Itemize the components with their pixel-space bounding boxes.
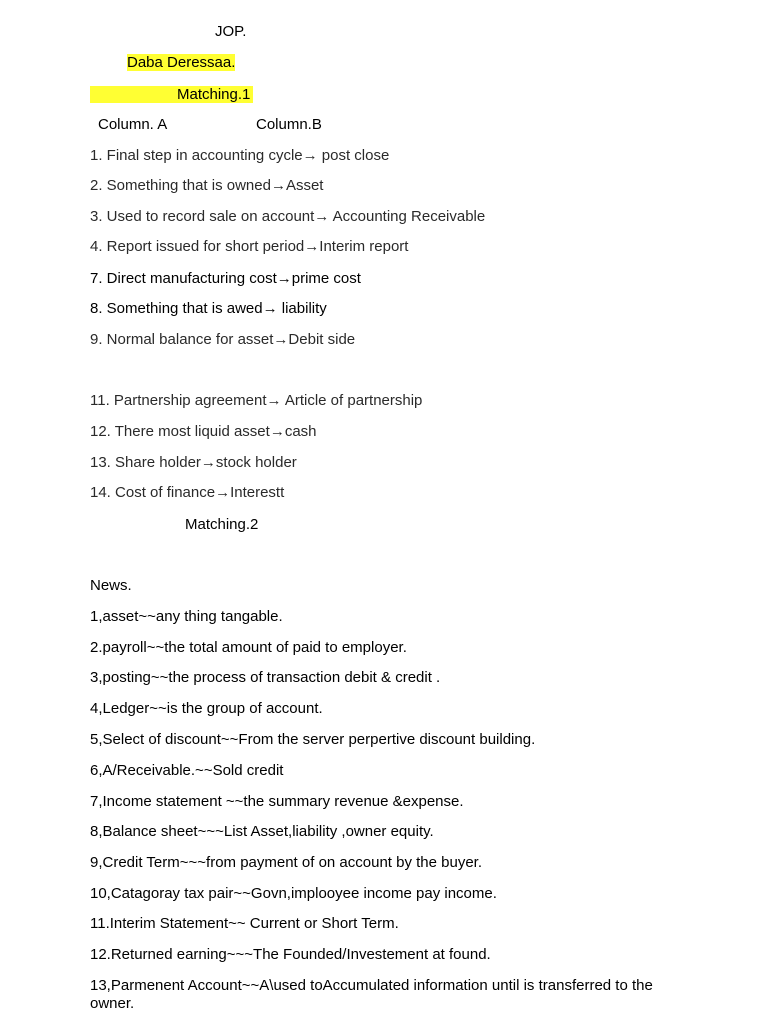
matching1-item: 8. Something that is awed→ liability <box>90 300 327 317</box>
news-item: 11.Interim Statement~~ Current or Short Term. <box>90 915 399 932</box>
news-item: 4,Ledger~~is the group of account. <box>90 700 323 717</box>
matching1-item: 9. Normal balance for asset→Debit side <box>90 331 356 348</box>
news-item: 2.payroll~~the total amount of paid to employer. <box>90 639 407 656</box>
matching1-item: 7. Direct manufacturing cost→prime cost <box>90 270 361 287</box>
news-item: 8,Balance sheet~~~List Asset,liability ,owner equity. <box>90 823 434 840</box>
news-item: 13,Parmenent Account~~A\used toAccumulated information until is transferred to the owner. <box>90 977 653 1012</box>
matching1-item: 2. Something that is owned→Asset <box>90 177 324 194</box>
matching1-item: 11. Partnership agreement→ Article of partnership <box>90 392 423 409</box>
matching1-item: 13. Share holder→stock holder <box>90 454 297 471</box>
news-item: 9,Credit Term~~~from payment of on account by the buyer. <box>90 854 483 871</box>
matching2-heading: Matching.2 <box>185 516 259 533</box>
page-title: JOP. <box>215 23 247 40</box>
matching1-item: 4. Report issued for short period→Interim report <box>90 238 409 255</box>
matching1-item: 14. Cost of finance→Interestt <box>90 484 285 501</box>
matching1-item: 3. Used to record sale on account→ Accounting Receivable <box>90 208 486 225</box>
news-item: 3,posting~~the process of transaction debit & credit . <box>90 669 441 686</box>
news-item: 6,A/Receivable.~~Sold credit <box>90 762 284 779</box>
news-item: 5,Select of discount~~From the server perpertive discount building. <box>90 731 536 748</box>
news-item: 12.Returned earning~~~The Founded/Investement at found. <box>90 946 491 963</box>
news-item: 10,Catagoray tax pair~~Govn,implooyee income pay income. <box>90 885 497 902</box>
matching1-item: 12. There most liquid asset→cash <box>90 423 317 440</box>
matching1-item: 1. Final step in accounting cycle→ post close <box>90 147 390 164</box>
news-item: 1,asset~~any thing tangable. <box>90 608 283 625</box>
column-a-heading: Column. A <box>98 116 168 133</box>
news-heading: News. <box>90 577 132 594</box>
author-name <box>127 54 235 72</box>
matching1-heading: Matching.1 <box>177 86 251 103</box>
author-name-text: Daba Deressaa. <box>127 54 236 71</box>
column-b-heading: Column.B <box>256 116 322 133</box>
news-item: 7,Income statement ~~the summary revenue &expense. <box>90 793 464 810</box>
